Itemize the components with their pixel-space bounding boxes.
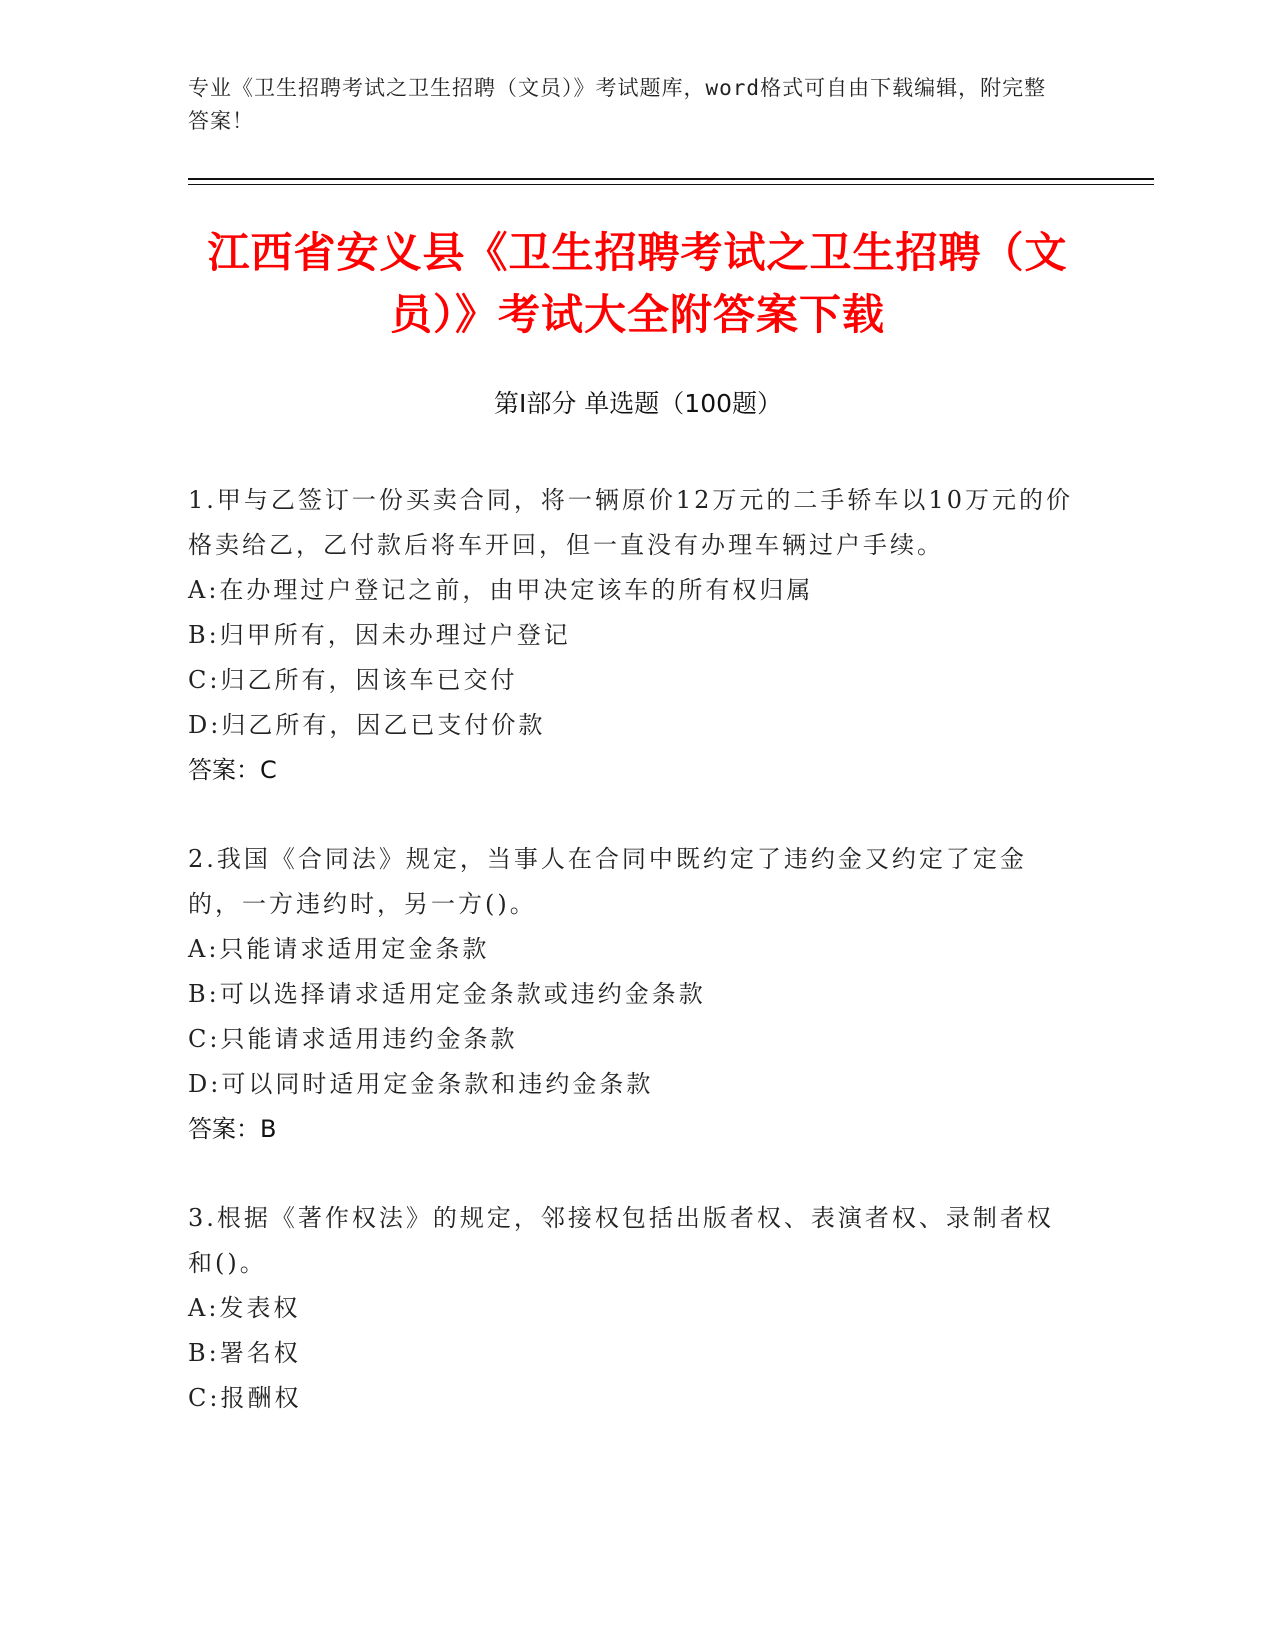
question-stem: 3.根据《著作权法》的规定，邻接权包括出版者权、表演者权、录制者权和()。	[188, 1204, 1054, 1277]
question-list	[188, 478, 1078, 1465]
header-divider-thin	[188, 184, 1154, 185]
question-stem: 1.甲与乙签订一份买卖合同，将一辆原价12万元的二手轿车以10万元的价格卖给乙，乙付款后将车开回，但一直没有办理车辆过户手续。	[188, 486, 1073, 559]
question-stem: 2.我国《合同法》规定，当事人在合同中既约定了违约金又约定了定金的，一方违约时，另一方()。	[188, 845, 1027, 918]
option-b: B:归甲所有，因未办理过户登记	[188, 621, 571, 649]
document-title: 江西省安义县《卫生招聘考试之卫生招聘（文员）》考试大全附答案下载	[207, 228, 1068, 339]
option-d: D:可以同时适用定金条款和违约金条款	[188, 1070, 654, 1098]
option-a: A:发表权	[188, 1294, 301, 1322]
option-c: C:只能请求适用违约金条款	[188, 1025, 518, 1053]
option-b: B:可以选择请求适用定金条款或违约金条款	[188, 980, 706, 1008]
option-c: C:报酬权	[188, 1384, 302, 1412]
option-b: B:署名权	[188, 1339, 301, 1367]
option-d: D:归乙所有，因乙已支付价款	[188, 711, 546, 739]
section-title: 第Ⅰ部分 单选题（100题）	[493, 389, 783, 418]
header-note: 专业《卫生招聘考试之卫生招聘（文员）》考试题库，word格式可自由下载编辑，附完整答案！	[188, 76, 1047, 133]
question-2	[188, 837, 1078, 1152]
header-divider-thick	[188, 178, 1154, 180]
option-a: A:在办理过户登记之前，由甲决定该车的所有权归属	[188, 576, 814, 604]
option-c: C:归乙所有，因该车已交付	[188, 666, 518, 694]
question-3	[188, 1196, 1078, 1421]
answer: 答案：C	[188, 756, 277, 784]
answer: 答案：B	[188, 1115, 277, 1143]
option-a: A:只能请求适用定金条款	[188, 935, 490, 963]
question-1	[188, 478, 1078, 793]
